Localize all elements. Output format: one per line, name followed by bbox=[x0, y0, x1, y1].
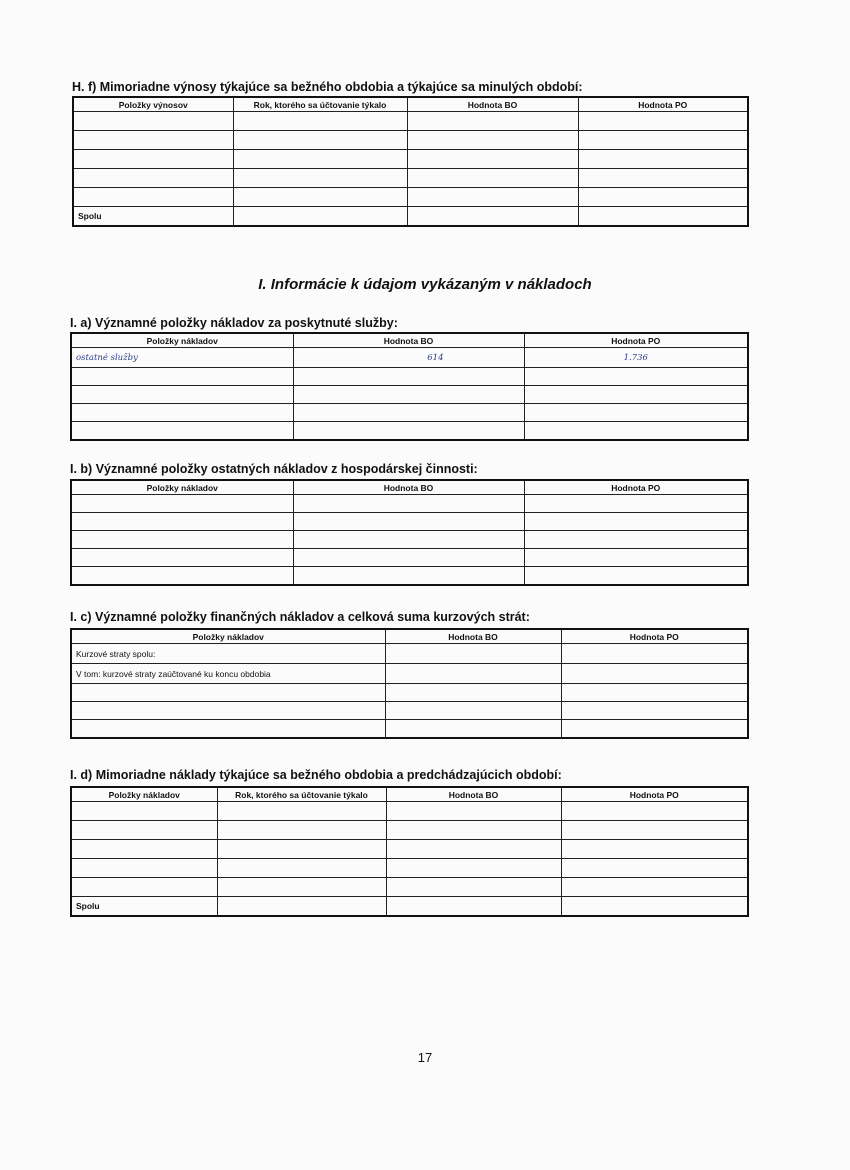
table-row bbox=[71, 878, 748, 897]
col-header-hodnota-bo: Hodnota BO bbox=[386, 787, 561, 802]
table-row bbox=[73, 169, 748, 188]
table-row bbox=[71, 513, 748, 531]
table-row bbox=[71, 684, 748, 702]
table-row bbox=[71, 802, 748, 821]
table-row bbox=[71, 702, 748, 720]
handwritten-item: ostatné služby bbox=[71, 348, 293, 368]
row-label-kurzove-straty-koniec: V tom: kurzové straty zaúčtované ku koncu obdobia bbox=[71, 664, 385, 684]
col-header-hodnota-po: Hodnota PO bbox=[578, 97, 748, 112]
table-hf bbox=[72, 96, 749, 227]
section-ic-title: I. c) Významné položky finančných nákladov a celková suma kurzových strát: bbox=[70, 610, 530, 624]
table-row bbox=[71, 821, 748, 840]
col-header-polozky-nakladov: Položky nákladov bbox=[71, 333, 293, 348]
col-header-hodnota-po: Hodnota PO bbox=[561, 629, 748, 644]
table-row bbox=[73, 112, 748, 131]
table-row bbox=[73, 131, 748, 150]
table-row bbox=[71, 840, 748, 859]
table-row bbox=[71, 404, 748, 422]
col-header-hodnota-bo: Hodnota BO bbox=[293, 480, 524, 495]
table-row bbox=[71, 422, 748, 441]
section-ib-title: I. b) Významné položky ostatných nákladov z hospodárskej činnosti: bbox=[70, 462, 478, 476]
section-hf-title: H. f) Mimoriadne výnosy týkajúce sa bežného obdobia a týkajúce sa minulých období: bbox=[72, 80, 583, 94]
table-row bbox=[71, 386, 748, 404]
page-number: 17 bbox=[417, 1050, 433, 1065]
col-header-rok: Rok, ktorého sa účtovanie týkalo bbox=[233, 97, 407, 112]
section-id-title: I. d) Mimoriadne náklady týkajúce sa bežného obdobia a predchádzajúcich období: bbox=[70, 768, 562, 782]
table-ia bbox=[70, 332, 749, 441]
col-header-hodnota-bo: Hodnota BO bbox=[407, 97, 578, 112]
col-header-hodnota-po: Hodnota PO bbox=[524, 333, 748, 348]
table-row bbox=[71, 720, 748, 739]
col-header-polozky-vynosov: Položky výnosov bbox=[73, 97, 233, 112]
col-header-polozky-nakladov: Položky nákladov bbox=[71, 629, 385, 644]
section-ia-title: I. a) Významné položky nákladov za poskytnuté služby: bbox=[70, 316, 398, 330]
table-row bbox=[73, 188, 748, 207]
col-header-polozky-nakladov: Položky nákladov bbox=[71, 787, 217, 802]
table-row bbox=[71, 859, 748, 878]
col-header-hodnota-bo: Hodnota BO bbox=[293, 333, 524, 348]
table-row bbox=[71, 644, 748, 664]
table-ib bbox=[70, 479, 749, 586]
col-header-hodnota-bo: Hodnota BO bbox=[385, 629, 561, 644]
total-label: Spolu bbox=[71, 897, 217, 917]
table-ic bbox=[70, 628, 749, 739]
table-row bbox=[73, 150, 748, 169]
col-header-rok: Rok, ktorého sa účtovanie týkalo bbox=[217, 787, 386, 802]
handwritten-po: 1.736 bbox=[524, 348, 748, 368]
table-row-total bbox=[73, 207, 748, 227]
table-row bbox=[71, 567, 748, 586]
table-row bbox=[71, 531, 748, 549]
table-id bbox=[70, 786, 749, 917]
col-header-hodnota-po: Hodnota PO bbox=[524, 480, 748, 495]
col-header-polozky-nakladov: Položky nákladov bbox=[71, 480, 293, 495]
table-row bbox=[71, 348, 748, 368]
col-header-hodnota-po: Hodnota PO bbox=[561, 787, 748, 802]
row-label-kurzove-straty: Kurzové straty spolu: bbox=[71, 644, 385, 664]
table-row bbox=[71, 495, 748, 513]
table-row bbox=[71, 549, 748, 567]
table-row-total bbox=[71, 897, 748, 917]
table-row bbox=[71, 664, 748, 684]
handwritten-bo: 614 bbox=[293, 348, 524, 368]
total-label: Spolu bbox=[73, 207, 233, 227]
section-i-title: I. Informácie k údajom vykázaným v nákladoch bbox=[258, 276, 592, 293]
table-row bbox=[71, 368, 748, 386]
